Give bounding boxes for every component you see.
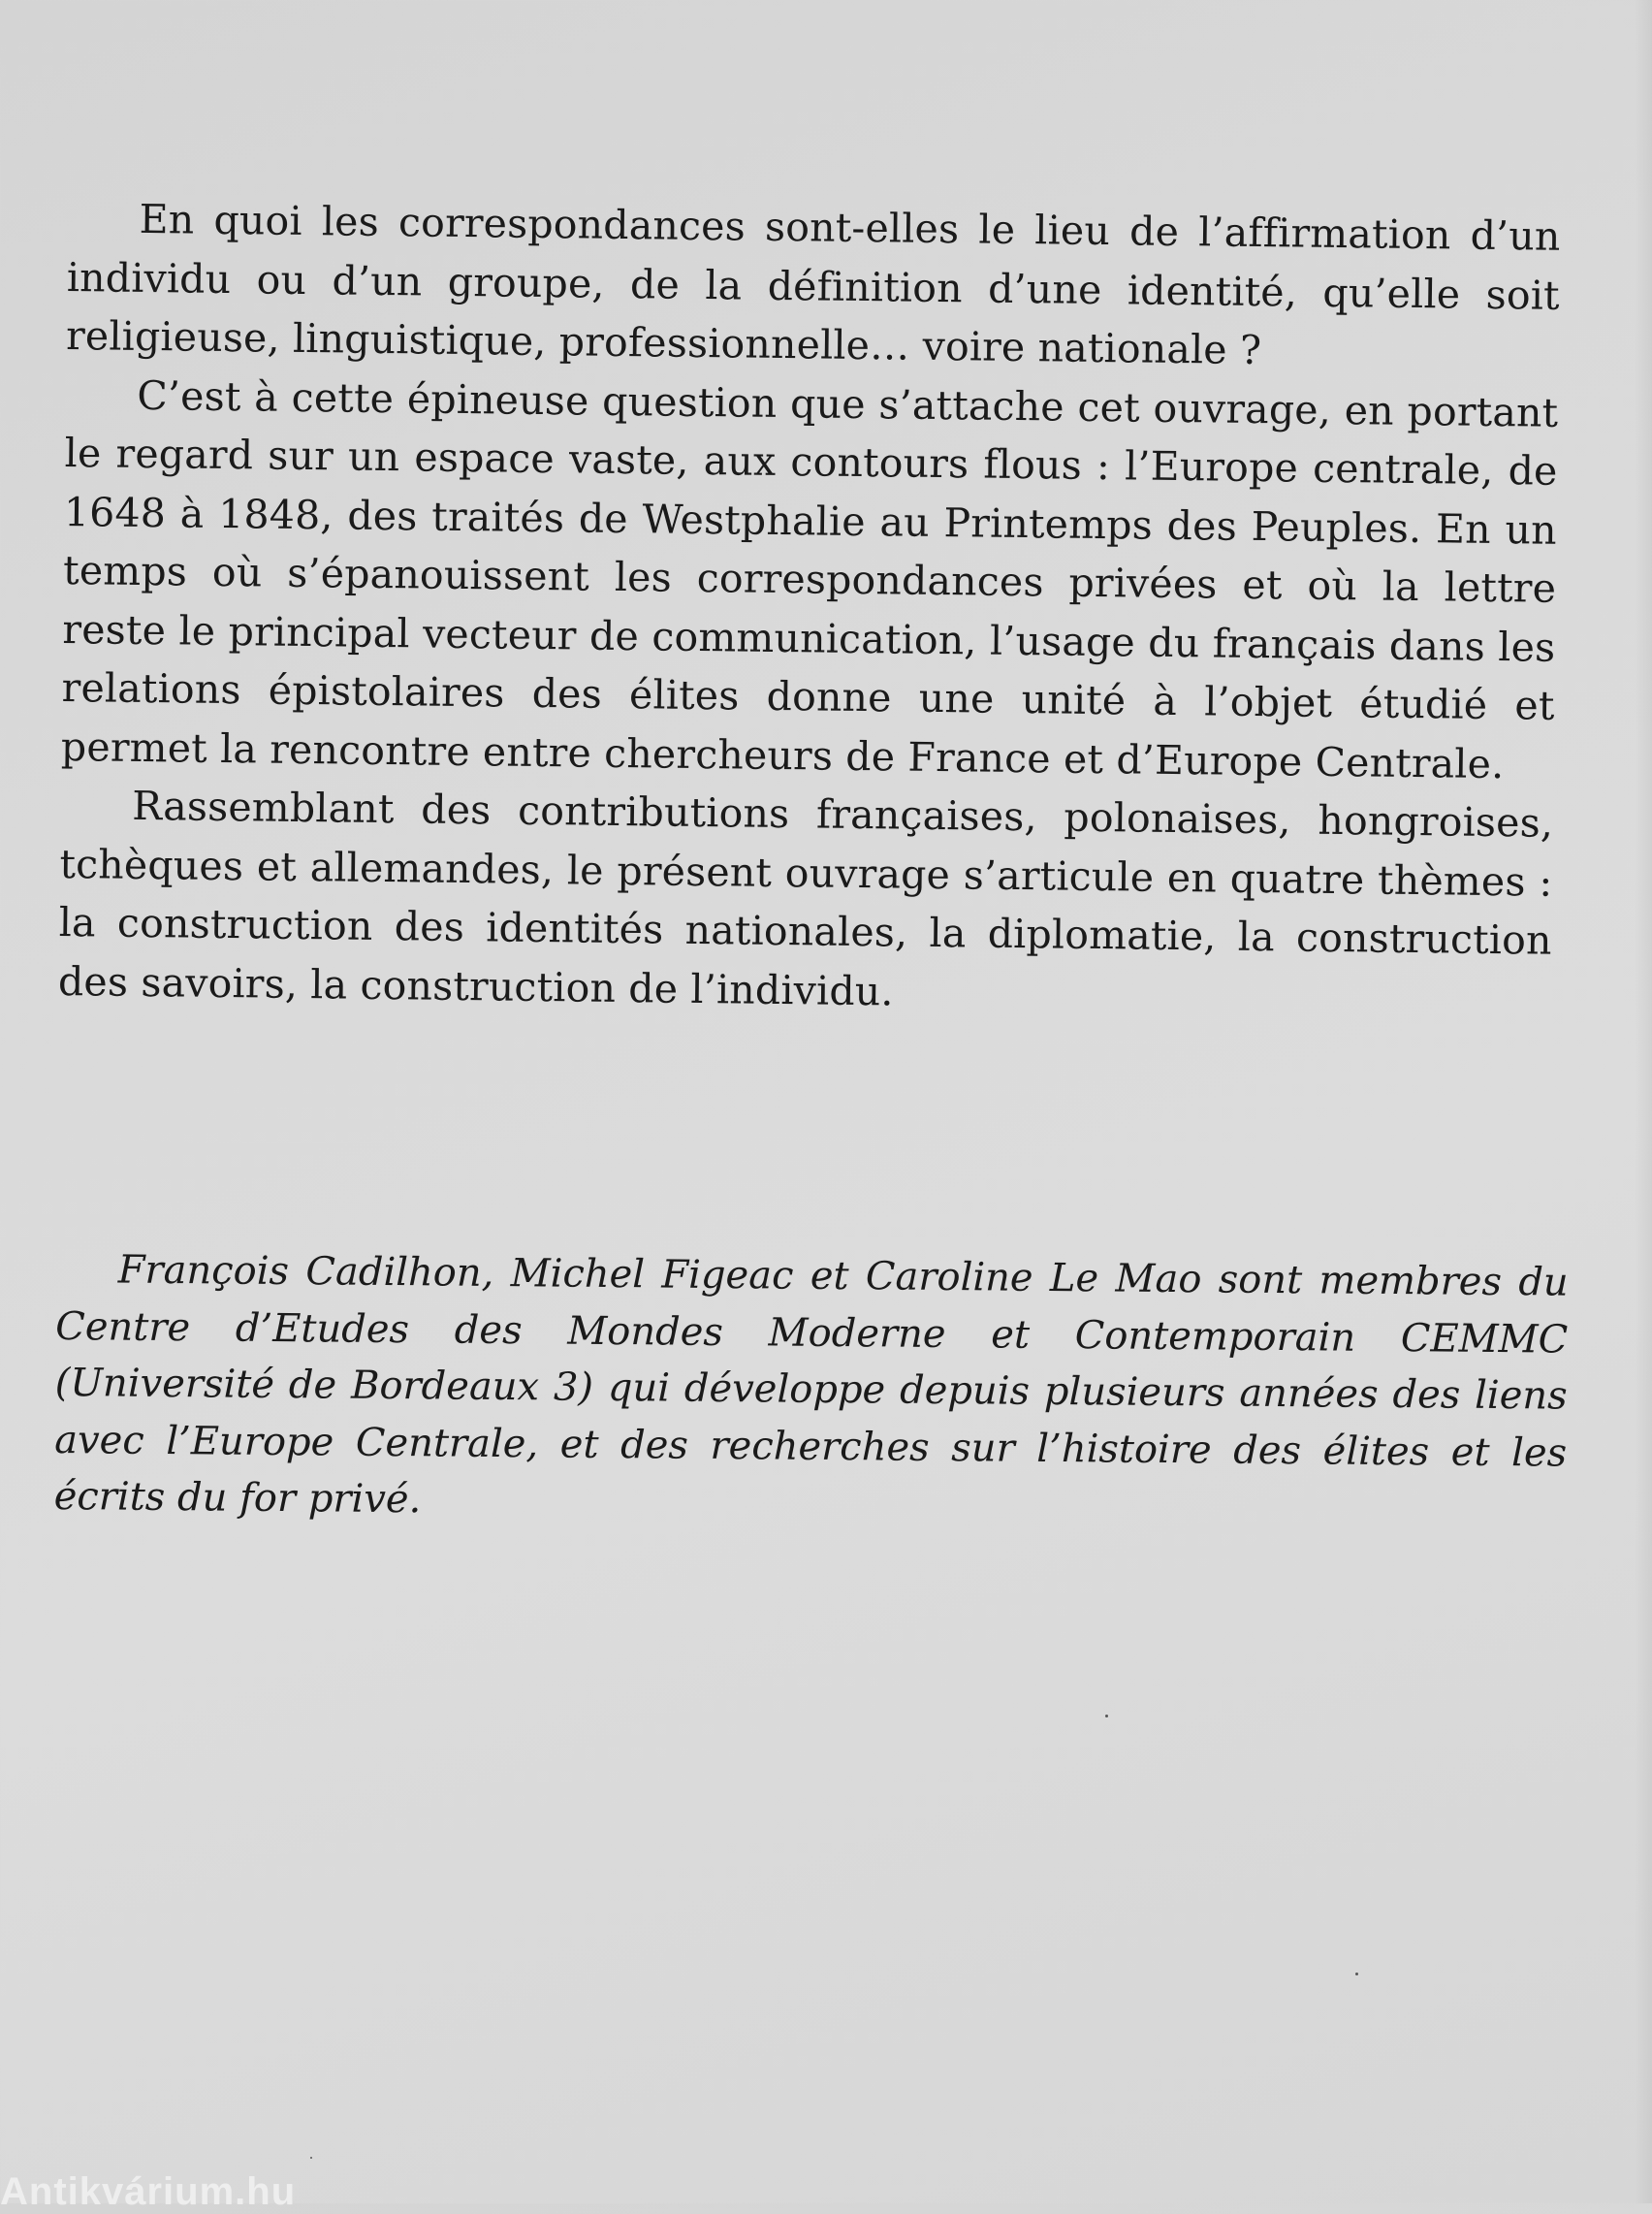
blurb-paragraph-2: C’est à cette épineuse question que s’attache cet ouvrage, en portant le regard sur un espace vaste, aux contours flous : l’Europe centrale, de 1648 à 1848, des traités de Westphalie au Printemps des Peuples. En un temps où s’épanouissent les correspondances privées et où la lettre reste le principal vecteur de communication, l’usage du français dans les relations épistolaires des élites donne une unité à l’objet étudié et permet la rencontre entre chercheurs de France et d’Europe Centrale. — [60, 371, 1559, 787]
paper-speck — [1355, 1973, 1358, 1975]
blurb-paragraph-3: Rassemblant des contributions françaises, polonaises, hongroises, tchèques et allemandes, le présent ouvrage s’articule en quatre thèmes : la construction des identités nationales, la diplomatie, la construction des savoirs, la construction de l’individu. — [57, 782, 1554, 1014]
page-edge-shadow — [1635, 0, 1652, 2203]
authors-note — [53, 1241, 1568, 1538]
authors-note-text: François Cadilhon, Michel Figeac et Caroline Le Mao sont membres du Centre d’Etudes des Mondes Moderne et Contemporain CEMMC (Université de Bordeaux 3) qui développe depuis plusieurs années des liens avec l’Europe Centrale, et des recherches sur l’histoire des élites et les écrits du for privé. — [53, 1247, 1569, 1523]
paper-speck — [310, 2157, 312, 2159]
paper-speck — [1105, 1715, 1108, 1717]
blurb-paragraph-1: En quoi les correspondances sont-elles le lieu de l’affirmation d’un individu ou d’un groupe, de la définition d’une identité, qu’elle soit religieuse, linguistique, professionnelle… voire nationale ? — [65, 195, 1561, 374]
watermark: Antikvárium.hu — [0, 2170, 297, 2213]
blurb-text — [58, 189, 1561, 1029]
